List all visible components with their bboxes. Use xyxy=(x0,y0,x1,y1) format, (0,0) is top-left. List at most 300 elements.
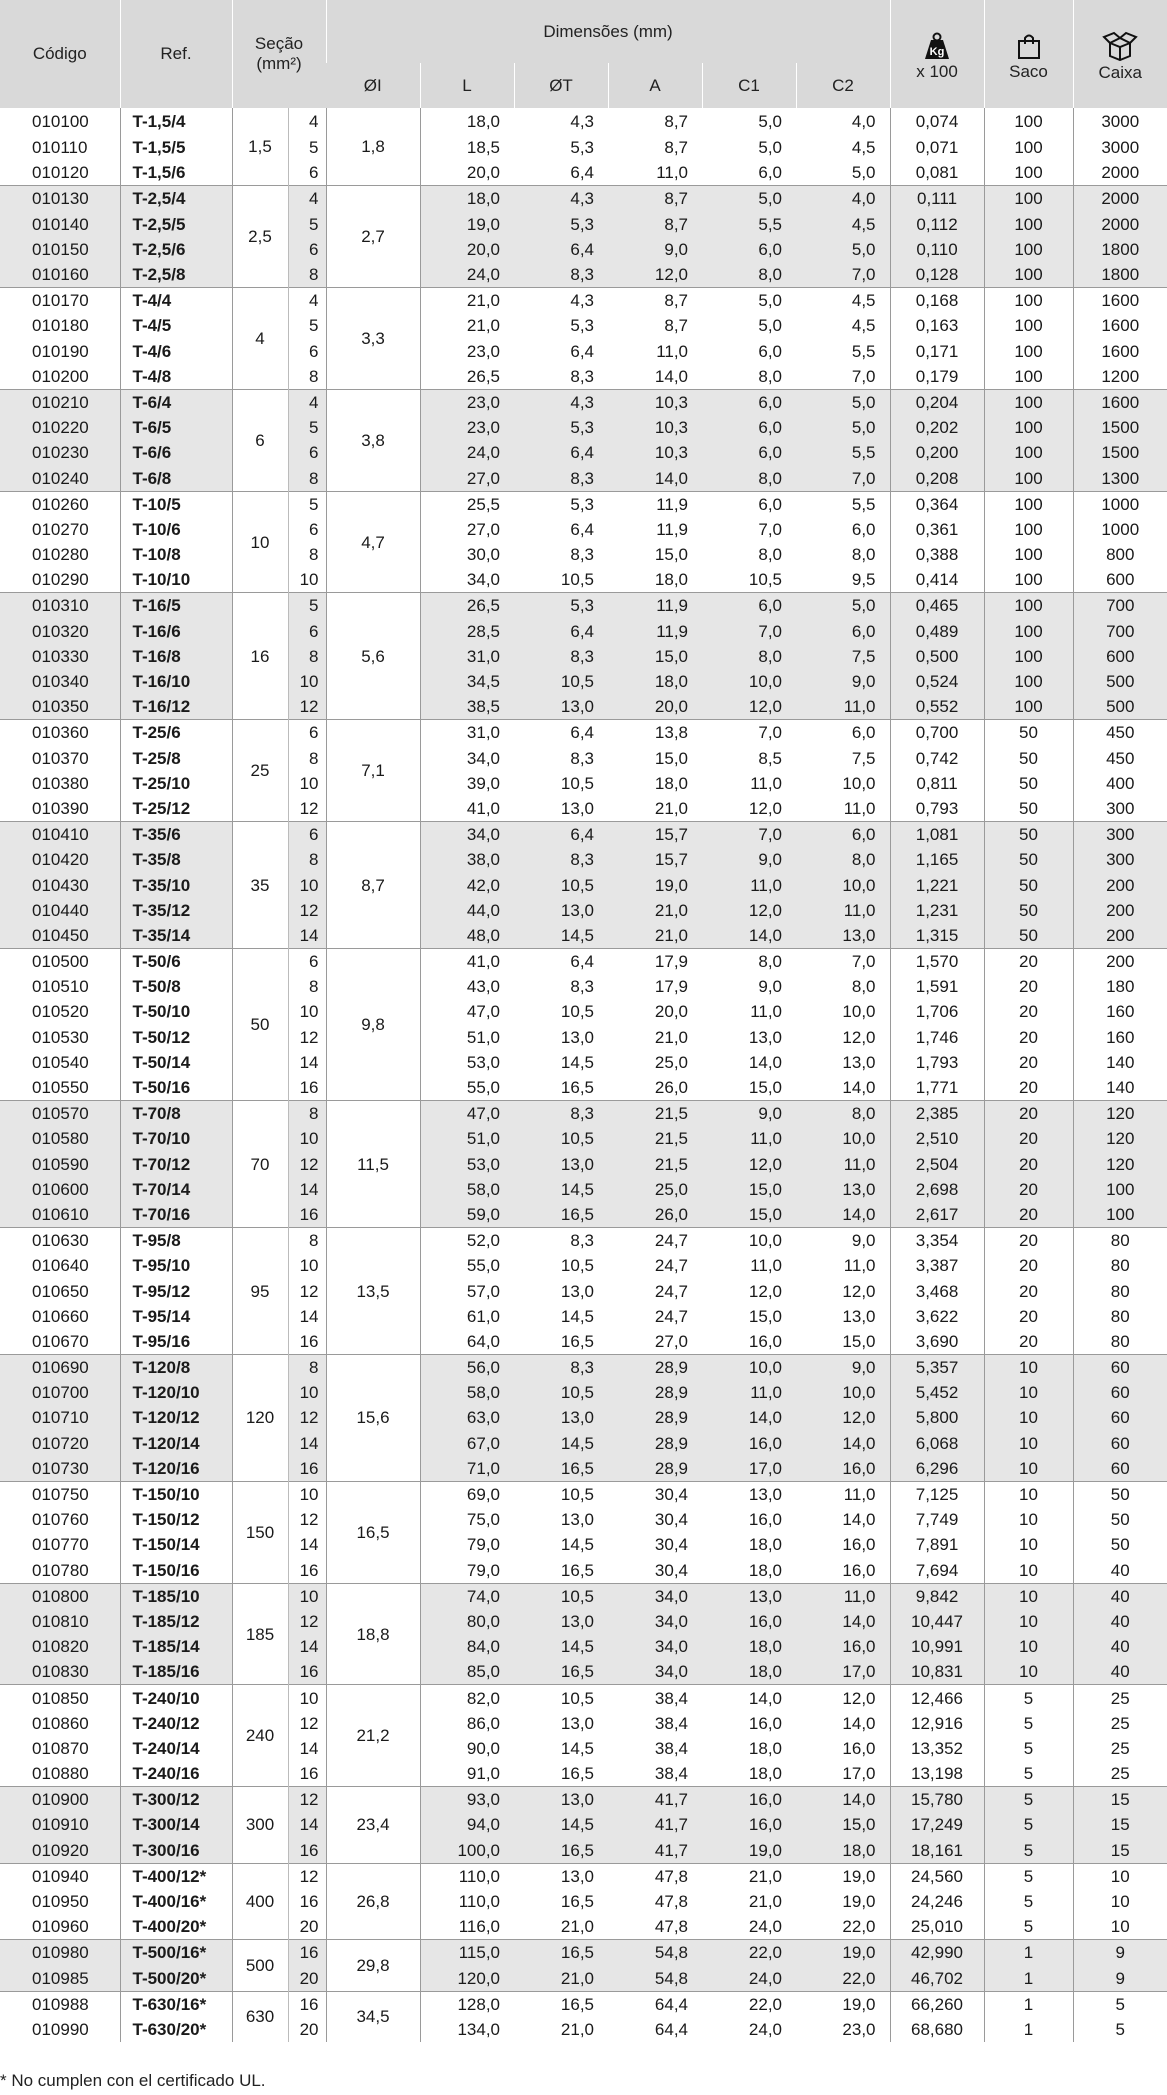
cell-saco: 20 xyxy=(984,1329,1073,1355)
cell-codigo: 010820 xyxy=(0,1634,120,1659)
cell-caixa: 40 xyxy=(1073,1583,1167,1609)
header-saco xyxy=(984,0,1073,108)
cell-dim-c1: 18,0 xyxy=(702,1634,796,1659)
header-secao-label: Seção xyxy=(254,34,304,53)
header-dim-ot: ØT xyxy=(514,63,608,108)
cell-dim-c1: 22,0 xyxy=(702,1991,796,2017)
cell-ref: T-35/12 xyxy=(120,898,232,923)
cell-dim-a: 28,9 xyxy=(608,1405,702,1430)
cell-dim-c1: 12,0 xyxy=(702,898,796,923)
header-dim-c2: C2 xyxy=(796,63,890,108)
cell-dim-c2: 17,0 xyxy=(796,1659,890,1685)
cell-diam-oi: 2,7 xyxy=(326,186,420,288)
cell-saco: 50 xyxy=(984,796,1073,822)
cell-dim-c2: 6,0 xyxy=(796,720,890,746)
cell-codigo: 010720 xyxy=(0,1431,120,1456)
cell-codigo: 010830 xyxy=(0,1659,120,1685)
cell-peso: 0,110 xyxy=(890,237,984,262)
cell-dim-c1: 16,0 xyxy=(702,1609,796,1634)
cell-dim-l: 134,0 xyxy=(420,2017,514,2042)
cell-codigo: 010160 xyxy=(0,262,120,288)
cell-dim-a: 34,0 xyxy=(608,1634,702,1659)
cell-peso: 5,357 xyxy=(890,1355,984,1381)
cell-dim-ot: 8,3 xyxy=(514,1355,608,1381)
cell-dim-ot: 13,0 xyxy=(560,798,595,818)
cell-caixa: 25 xyxy=(1073,1685,1167,1711)
cell-caixa: 40 xyxy=(1073,1609,1167,1634)
cell-dim-c1: 13,0 xyxy=(702,1583,796,1609)
cell-dim-l: 18,0 xyxy=(420,186,514,212)
cell-dim-ot: 13,0 xyxy=(514,898,608,923)
cell-peso: 0,361 xyxy=(890,517,984,542)
cell-ref: T-10/5 xyxy=(120,491,232,517)
cell-dim-c2: 7,5 xyxy=(851,748,876,768)
cell-dim-c2: 13,0 xyxy=(796,1177,890,1202)
cell-ref: T-240/10 xyxy=(120,1685,232,1711)
cell-dim-a: 34,0 xyxy=(608,1659,702,1685)
cell-codigo: 010180 xyxy=(32,316,89,336)
cell-dim-l: 86,0 xyxy=(420,1711,514,1736)
cell-caixa: 1600 xyxy=(1073,339,1167,364)
table-row xyxy=(0,364,1167,390)
cell-ref: T-240/12 xyxy=(120,1711,232,1736)
cell-size: 8 xyxy=(288,746,326,771)
cell-caixa: 1200 xyxy=(1073,364,1167,390)
cell-dim-c1: 6,0 xyxy=(702,415,796,440)
cell-peso: 12,916 xyxy=(890,1711,984,1736)
cell-peso: 3,468 xyxy=(890,1278,984,1303)
cell-dim-ot: 8,3 xyxy=(514,847,608,872)
table-row xyxy=(0,1761,1167,1787)
table-row xyxy=(0,1253,1167,1278)
cell-diam-oi: 7,1 xyxy=(326,720,420,822)
cell-dim-a: 25,0 xyxy=(608,1177,702,1202)
cell-size: 5 xyxy=(288,313,326,338)
cell-ref: T-150/12 xyxy=(120,1507,232,1532)
table-row xyxy=(0,796,1167,822)
cell-dim-ot: 10,5 xyxy=(560,1256,595,1276)
cell-peso: 12,466 xyxy=(890,1685,984,1711)
cell-codigo: 010210 xyxy=(0,389,120,415)
cell-peso: 0,489 xyxy=(890,619,984,644)
cell-size: 6 xyxy=(288,160,326,186)
cell-saco: 100 xyxy=(984,517,1073,542)
cell-dim-c2: 19,0 xyxy=(796,1991,890,2017)
cell-dim-ot: 21,0 xyxy=(560,1917,595,1937)
cell-dim-l: 42,0 xyxy=(420,872,514,897)
cell-size: 10 xyxy=(288,771,326,796)
cell-peso: 2,504 xyxy=(890,1152,984,1177)
cell-dim-c1: 21,0 xyxy=(702,1863,796,1889)
cell-dim-c1: 5,5 xyxy=(702,212,796,237)
cell-diam-oi: 11,5 xyxy=(326,1101,420,1228)
cell-dim-c2: 6,0 xyxy=(796,619,890,644)
cell-peso: 0,168 xyxy=(890,288,984,314)
cell-dim-ot: 16,5 xyxy=(514,1838,608,1864)
cell-dim-ot: 8,3 xyxy=(570,545,595,565)
cell-dim-c2: 19,0 xyxy=(842,1892,876,1912)
table-row xyxy=(0,465,1167,491)
cell-dim-a: 13,8 xyxy=(608,720,702,746)
cell-ref: T-25/8 xyxy=(120,746,232,771)
cell-size: 12 xyxy=(288,1711,326,1736)
cell-dim-ot: 16,5 xyxy=(514,1991,608,2017)
cell-dim-a: 28,9 xyxy=(608,1380,702,1405)
cell-caixa: 200 xyxy=(1073,923,1167,949)
cell-dim-c1: 8,0 xyxy=(702,644,796,669)
cell-saco: 5 xyxy=(984,1863,1073,1889)
cell-dim-c2: 5,0 xyxy=(851,163,876,183)
cell-saco: 10 xyxy=(984,1609,1073,1634)
cell-codigo: 010120 xyxy=(32,163,89,183)
cell-size: 14 xyxy=(288,1812,326,1837)
cell-dim-c2: 4,0 xyxy=(796,186,890,212)
cell-dim-c1: 5,0 xyxy=(758,138,783,158)
cell-peso: 0,793 xyxy=(890,796,984,822)
cell-dim-c1: 24,0 xyxy=(748,2019,783,2039)
cell-dim-c2: 4,5 xyxy=(851,138,876,158)
table-row xyxy=(0,822,1167,848)
cell-dim-l: 34,0 xyxy=(420,746,514,771)
cell-dim-l: 20,0 xyxy=(420,237,514,262)
table-row xyxy=(0,212,1167,237)
cell-caixa: 80 xyxy=(1073,1228,1167,1254)
cell-dim-c2: 9,0 xyxy=(796,1228,890,1254)
cell-dim-a: 11,9 xyxy=(656,519,689,539)
cell-dim-c1: 18,0 xyxy=(748,1738,783,1758)
cell-ref: T-50/10 xyxy=(120,999,232,1024)
cell-ref: T-25/12 xyxy=(120,796,232,822)
cell-codigo: 010110 xyxy=(32,138,88,158)
cell-dim-a: 30,4 xyxy=(654,1535,689,1555)
cell-saco: 10 xyxy=(984,1405,1073,1430)
cell-codigo: 010730 xyxy=(0,1456,120,1482)
cell-size: 12 xyxy=(288,1787,326,1813)
cell-dim-ot: 6,4 xyxy=(570,519,595,539)
cell-ref: T-35/14 xyxy=(120,923,232,949)
header-caixa xyxy=(1073,0,1167,108)
cell-diam-oi: 4,7 xyxy=(326,491,420,593)
cell-dim-l: 23,0 xyxy=(420,389,514,415)
cell-ref: T-120/14 xyxy=(120,1431,232,1456)
cell-size: 16 xyxy=(288,1889,326,1914)
cell-dim-l: 23,0 xyxy=(420,415,514,440)
cell-dim-ot: 13,0 xyxy=(514,1152,608,1177)
table-header xyxy=(0,0,1167,108)
footnote: * No cumplen con el certificado UL. xyxy=(0,2071,266,2090)
table-row xyxy=(0,847,1167,872)
cell-dim-l: 57,0 xyxy=(420,1278,514,1303)
cell-dim-c2: 4,5 xyxy=(851,316,876,336)
cell-size: 16 xyxy=(288,1940,326,1966)
cell-saco: 1 xyxy=(984,1940,1073,1966)
cell-size: 12 xyxy=(288,1405,326,1430)
cell-ref: T-95/16 xyxy=(120,1329,232,1355)
cell-dim-c2: 7,0 xyxy=(796,465,890,491)
table-row xyxy=(0,593,1167,619)
cell-size: 14 xyxy=(288,1177,326,1202)
cell-dim-a: 15,0 xyxy=(608,644,702,669)
cell-peso: 1,771 xyxy=(890,1075,984,1101)
cell-dim-l: 21,0 xyxy=(420,313,514,338)
cell-caixa: 1600 xyxy=(1073,288,1167,314)
cell-dim-a: 24,7 xyxy=(608,1228,702,1254)
cell-ref: T-50/16 xyxy=(120,1075,232,1101)
cell-dim-c1: 12,0 xyxy=(748,1281,783,1301)
cell-codigo: 010450 xyxy=(0,923,120,949)
cell-dim-c1: 12,0 xyxy=(748,798,783,818)
cell-ref: T-185/14 xyxy=(120,1634,232,1659)
table-row xyxy=(0,949,1167,975)
cell-codigo: 010500 xyxy=(0,949,120,975)
cell-codigo: 010220 xyxy=(0,415,120,440)
cell-dim-l: 41,0 xyxy=(420,796,514,822)
table-row xyxy=(0,1152,1167,1177)
cell-peso: 0,742 xyxy=(890,746,984,771)
cell-dim-l: 26,5 xyxy=(420,593,514,619)
cell-caixa: 15 xyxy=(1073,1787,1167,1813)
cell-dim-a: 11,9 xyxy=(608,491,702,517)
table-row xyxy=(0,1736,1167,1761)
bag-icon xyxy=(1015,32,1043,60)
cell-peso: 68,680 xyxy=(890,2017,984,2042)
cell-peso: 0,465 xyxy=(890,593,984,619)
cell-codigo: 010510 xyxy=(32,977,89,997)
header-dim-a: A xyxy=(608,63,702,108)
cell-caixa: 160 xyxy=(1073,999,1167,1024)
cell-saco: 50 xyxy=(984,720,1073,746)
cell-caixa: 1600 xyxy=(1073,313,1167,338)
cell-saco: 50 xyxy=(984,898,1073,923)
cell-dim-ot: 10,5 xyxy=(560,773,595,793)
cell-caixa: 180 xyxy=(1073,974,1167,999)
cell-saco: 100 xyxy=(984,465,1073,491)
table-row xyxy=(0,872,1167,897)
cell-dim-l: 25,5 xyxy=(420,491,514,517)
cell-saco: 100 xyxy=(984,237,1073,262)
cell-dim-ot: 14,5 xyxy=(514,1634,608,1659)
cell-dim-l: 48,0 xyxy=(420,923,514,949)
cell-ref: T-630/20* xyxy=(120,2017,232,2042)
cell-caixa: 200 xyxy=(1073,898,1167,923)
cell-peso: 0,179 xyxy=(890,364,984,390)
cell-codigo: 010290 xyxy=(32,570,89,590)
cell-dim-c2: 4,5 xyxy=(796,212,890,237)
cell-codigo: 010750 xyxy=(0,1481,120,1507)
cell-codigo: 010540 xyxy=(32,1052,89,1072)
cell-size: 12 xyxy=(288,694,326,720)
cell-dim-c2: 12,0 xyxy=(796,1405,890,1430)
table-row xyxy=(0,923,1167,949)
cell-peso: 7,749 xyxy=(890,1507,984,1532)
cell-codigo: 010910 xyxy=(0,1812,120,1837)
cell-dim-l: 24,0 xyxy=(420,440,514,465)
cell-dim-ot: 8,3 xyxy=(514,262,608,288)
cell-dim-a: 24,7 xyxy=(654,1281,689,1301)
cell-size: 6 xyxy=(288,619,326,644)
cell-dim-c1: 8,0 xyxy=(702,465,796,491)
cell-dim-c1: 16,0 xyxy=(748,1331,783,1351)
cell-ref: T-1,5/5 xyxy=(120,135,232,160)
header-peso xyxy=(890,0,984,108)
cell-dim-a: 8,7 xyxy=(608,288,702,314)
table-row xyxy=(0,974,1167,999)
cell-saco: 5 xyxy=(984,1711,1073,1736)
cell-dim-l: 82,0 xyxy=(420,1685,514,1711)
cell-caixa: 300 xyxy=(1073,796,1167,822)
cell-dim-l: 51,0 xyxy=(420,1025,514,1050)
cell-dim-ot: 10,5 xyxy=(514,1481,608,1507)
cell-saco: 10 xyxy=(984,1583,1073,1609)
cell-peso: 0,202 xyxy=(890,415,984,440)
cell-dim-l: 52,0 xyxy=(420,1228,514,1254)
cell-size: 16 xyxy=(288,1991,326,2017)
cell-dim-c1: 6,0 xyxy=(758,341,783,361)
cell-codigo: 010130 xyxy=(0,186,120,212)
cell-codigo: 010800 xyxy=(0,1583,120,1609)
cell-codigo: 010270 xyxy=(32,519,89,539)
table-row xyxy=(0,746,1167,771)
cell-ref: T-400/12* xyxy=(120,1863,232,1889)
cell-diam-oi: 34,5 xyxy=(326,1991,420,2042)
cell-peso: 1,315 xyxy=(890,923,984,949)
cell-dim-c1: 18,0 xyxy=(702,1659,796,1685)
cell-dim-a: 20,0 xyxy=(608,694,702,720)
cell-dim-c1: 14,0 xyxy=(702,923,796,949)
cell-dim-ot: 4,3 xyxy=(514,186,608,212)
cell-dim-ot: 5,3 xyxy=(514,491,608,517)
cell-dim-c1: 9,0 xyxy=(702,847,796,872)
cell-saco: 5 xyxy=(984,1685,1073,1711)
cell-dim-c2: 23,0 xyxy=(842,2019,876,2039)
cell-ref: T-6/8 xyxy=(120,465,232,491)
cell-secao: 500 xyxy=(232,1940,288,1991)
cell-dim-c1: 11,0 xyxy=(702,872,796,897)
cell-saco: 100 xyxy=(984,313,1073,338)
cell-dim-c2: 7,0 xyxy=(796,262,890,288)
cell-ref: T-630/16* xyxy=(120,1991,232,2017)
cell-dim-l: 79,0 xyxy=(420,1558,514,1584)
cell-ref: T-185/16 xyxy=(120,1659,232,1685)
cell-dim-c1: 8,0 xyxy=(758,545,783,565)
cell-dim-l: 84,0 xyxy=(420,1634,514,1659)
cell-dim-ot: 13,0 xyxy=(560,1027,595,1047)
cell-peso: 1,746 xyxy=(890,1025,984,1050)
cell-dim-l: 20,0 xyxy=(420,160,514,186)
cell-caixa: 10 xyxy=(1073,1889,1167,1914)
cell-diam-oi: 1,8 xyxy=(326,108,420,186)
table-row xyxy=(0,720,1167,746)
cell-codigo: 010940 xyxy=(0,1863,120,1889)
cell-dim-c1: 8,5 xyxy=(758,748,783,768)
cell-dim-c2: 12,0 xyxy=(842,1281,876,1301)
cell-peso: 0,074 xyxy=(890,108,984,135)
cell-dim-a: 21,5 xyxy=(608,1152,702,1177)
cell-dim-c2: 10,0 xyxy=(842,773,876,793)
cell-dim-c1: 19,0 xyxy=(702,1838,796,1864)
cell-dim-c1: 5,0 xyxy=(702,186,796,212)
cell-dim-c1: 15,0 xyxy=(748,1078,783,1098)
cell-dim-c1: 13,0 xyxy=(702,1481,796,1507)
cell-ref: T-2,5/4 xyxy=(120,186,232,212)
cell-peso: 1,570 xyxy=(890,949,984,975)
cell-dim-c2: 10,0 xyxy=(796,1126,890,1151)
cell-codigo: 010700 xyxy=(0,1380,120,1405)
cell-dim-ot: 8,3 xyxy=(514,1101,608,1127)
cell-caixa: 15 xyxy=(1073,1812,1167,1837)
table-row xyxy=(0,491,1167,517)
cell-dim-c1: 5,0 xyxy=(702,288,796,314)
cell-dim-c1: 15,0 xyxy=(702,1202,796,1228)
cell-saco: 20 xyxy=(984,999,1073,1024)
cell-caixa: 40 xyxy=(1073,1558,1167,1584)
table-row xyxy=(0,1659,1167,1685)
cell-dim-l: 75,0 xyxy=(420,1507,514,1532)
cell-ref: T-4/8 xyxy=(120,364,232,390)
cell-dim-l: 69,0 xyxy=(420,1481,514,1507)
cell-dim-a: 26,0 xyxy=(654,1078,689,1098)
table-row xyxy=(0,644,1167,669)
cell-codigo: 010410 xyxy=(0,822,120,848)
cell-dim-a: 18,0 xyxy=(654,570,689,590)
cell-saco: 1 xyxy=(984,1966,1073,1992)
cell-codigo: 010150 xyxy=(0,237,120,262)
cell-ref: T-400/20* xyxy=(120,1914,232,1940)
cell-dim-c1: 15,0 xyxy=(702,1177,796,1202)
cell-dim-l: 39,0 xyxy=(420,771,514,796)
table-row xyxy=(0,1177,1167,1202)
header-dim-oi: ØI xyxy=(326,63,420,108)
cell-dim-a: 30,4 xyxy=(654,1510,689,1530)
cell-size: 6 xyxy=(288,720,326,746)
cell-codigo: 010590 xyxy=(0,1152,120,1177)
cell-peso: 0,700 xyxy=(890,720,984,746)
cell-dim-l: 34,0 xyxy=(420,822,514,848)
cell-saco: 5 xyxy=(984,1787,1073,1813)
cell-saco: 100 xyxy=(984,440,1073,465)
cell-dim-c1: 7,0 xyxy=(702,822,796,848)
cell-peso: 0,388 xyxy=(890,542,984,567)
cell-dim-l: 110,0 xyxy=(420,1889,514,1914)
cell-saco: 1 xyxy=(984,1991,1073,2017)
cell-dim-ot: 8,3 xyxy=(514,644,608,669)
cell-saco: 20 xyxy=(984,1126,1073,1151)
cell-codigo: 010960 xyxy=(32,1917,89,1937)
cell-dim-c2: 16,0 xyxy=(842,1738,876,1758)
table-row xyxy=(0,1889,1167,1914)
cell-dim-c1: 7,0 xyxy=(702,720,796,746)
cell-dim-ot: 13,0 xyxy=(514,694,608,720)
cell-caixa: 60 xyxy=(1073,1456,1167,1482)
cell-peso: 6,296 xyxy=(890,1456,984,1482)
cell-saco: 20 xyxy=(984,974,1073,999)
cell-dim-l: 53,0 xyxy=(420,1050,514,1075)
cell-secao: 4 xyxy=(232,288,288,390)
cell-dim-ot: 10,5 xyxy=(514,1126,608,1151)
cell-dim-c2: 9,0 xyxy=(796,669,890,694)
cell-peso: 10,447 xyxy=(890,1609,984,1634)
cell-dim-c1: 6,0 xyxy=(702,389,796,415)
cell-ref: T-6/5 xyxy=(120,415,232,440)
cell-dim-c1: 7,0 xyxy=(758,519,783,539)
cell-caixa: 800 xyxy=(1073,542,1167,567)
cell-dim-a: 9,0 xyxy=(608,237,702,262)
cell-dim-l: 38,5 xyxy=(420,694,514,720)
cell-size: 12 xyxy=(288,1863,326,1889)
cell-ref: T-16/12 xyxy=(120,694,232,720)
table-row xyxy=(0,1456,1167,1482)
cell-peso: 1,221 xyxy=(890,872,984,897)
